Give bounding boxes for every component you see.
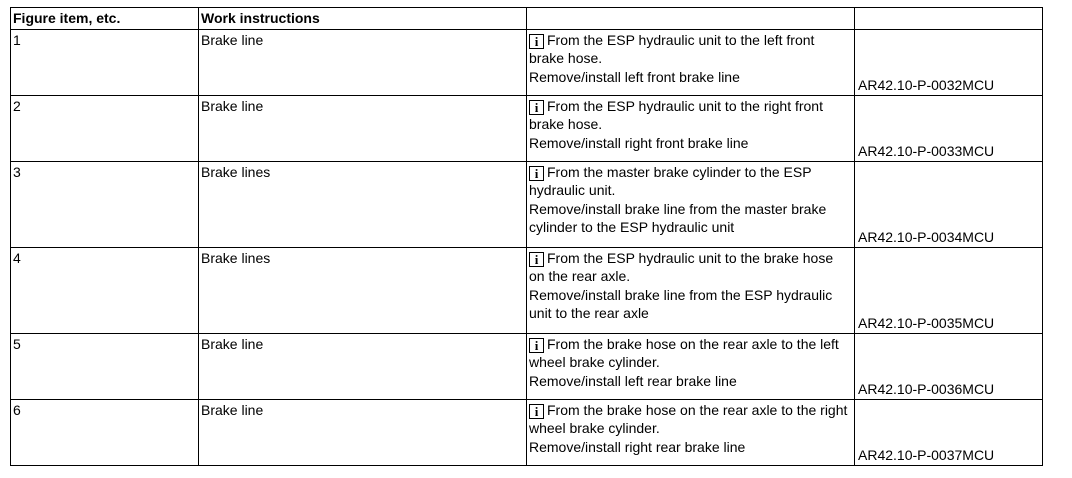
reference-link[interactable]: AR42.10-P-0036MCU <box>858 381 995 397</box>
table-row <box>11 400 1043 466</box>
note-text: From the master brake cylinder to the ESP hydraulic unit. <box>529 164 812 198</box>
figure-item: 1 <box>11 30 199 96</box>
table-row <box>11 162 1043 248</box>
info-icon[interactable]: i <box>529 404 544 419</box>
reference-cell <box>855 334 1043 400</box>
reference-cell <box>855 96 1043 162</box>
note-cell <box>527 334 855 400</box>
note-text: From the ESP hydraulic unit to the left front brake hose. <box>529 32 815 66</box>
table-row <box>11 248 1043 334</box>
figure-item: 6 <box>11 400 199 466</box>
reference-link[interactable]: AR42.10-P-0035MCU <box>858 315 995 331</box>
reference-cell <box>855 162 1043 248</box>
instruction-title: Brake line <box>199 30 527 96</box>
instruction-title: Brake line <box>199 96 527 162</box>
header-work-instructions: Work instructions <box>199 8 527 30</box>
note-cell <box>527 400 855 466</box>
reference-cell <box>855 400 1043 466</box>
note-cell <box>527 162 855 248</box>
reference-link[interactable]: AR42.10-P-0037MCU <box>858 447 995 463</box>
action-link[interactable]: Remove/install left front brake line <box>529 69 740 85</box>
note-text: From the brake hose on the rear axle to the right wheel brake cylinder. <box>529 402 848 436</box>
info-icon[interactable]: i <box>529 252 544 267</box>
figure-item: 4 <box>11 248 199 334</box>
figure-item: 3 <box>11 162 199 248</box>
header-reference <box>855 8 1043 30</box>
action-link[interactable]: Remove/install left rear brake line <box>529 373 737 389</box>
note-text: From the ESP hydraulic unit to the brake hose on the rear axle. <box>529 250 834 284</box>
info-icon[interactable]: i <box>529 100 544 115</box>
note-cell <box>527 248 855 334</box>
reference-link[interactable]: AR42.10-P-0033MCU <box>858 143 995 159</box>
table-row <box>11 96 1043 162</box>
note-text: From the ESP hydraulic unit to the right front brake hose. <box>529 98 823 132</box>
note-text: From the brake hose on the rear axle to the left wheel brake cylinder. <box>529 336 839 370</box>
header-row <box>11 8 1043 30</box>
table-row <box>11 30 1043 96</box>
figure-item: 2 <box>11 96 199 162</box>
reference-cell <box>855 30 1043 96</box>
info-icon[interactable]: i <box>529 34 544 49</box>
action-link[interactable]: Remove/install brake line from the master brake cylinder to the ESP hydraulic unit <box>529 201 827 235</box>
action-link[interactable]: Remove/install right rear brake line <box>529 439 746 455</box>
table-row <box>11 334 1043 400</box>
reference-link[interactable]: AR42.10-P-0032MCU <box>858 77 995 93</box>
note-cell <box>527 30 855 96</box>
action-link[interactable]: Remove/install brake line from the ESP hydraulic unit to the rear axle <box>529 287 833 321</box>
instruction-title: Brake lines <box>199 162 527 248</box>
reference-link[interactable]: AR42.10-P-0034MCU <box>858 229 995 245</box>
instruction-title: Brake lines <box>199 248 527 334</box>
header-notes <box>527 8 855 30</box>
instruction-title: Brake line <box>199 400 527 466</box>
header-figure-item: Figure item, etc. <box>11 8 199 30</box>
reference-cell <box>855 248 1043 334</box>
figure-item: 5 <box>11 334 199 400</box>
note-cell <box>527 96 855 162</box>
info-icon[interactable]: i <box>529 338 544 353</box>
action-link[interactable]: Remove/install right front brake line <box>529 135 749 151</box>
instruction-title: Brake line <box>199 334 527 400</box>
work-instructions-table <box>10 7 1043 466</box>
info-icon[interactable]: i <box>529 166 544 181</box>
